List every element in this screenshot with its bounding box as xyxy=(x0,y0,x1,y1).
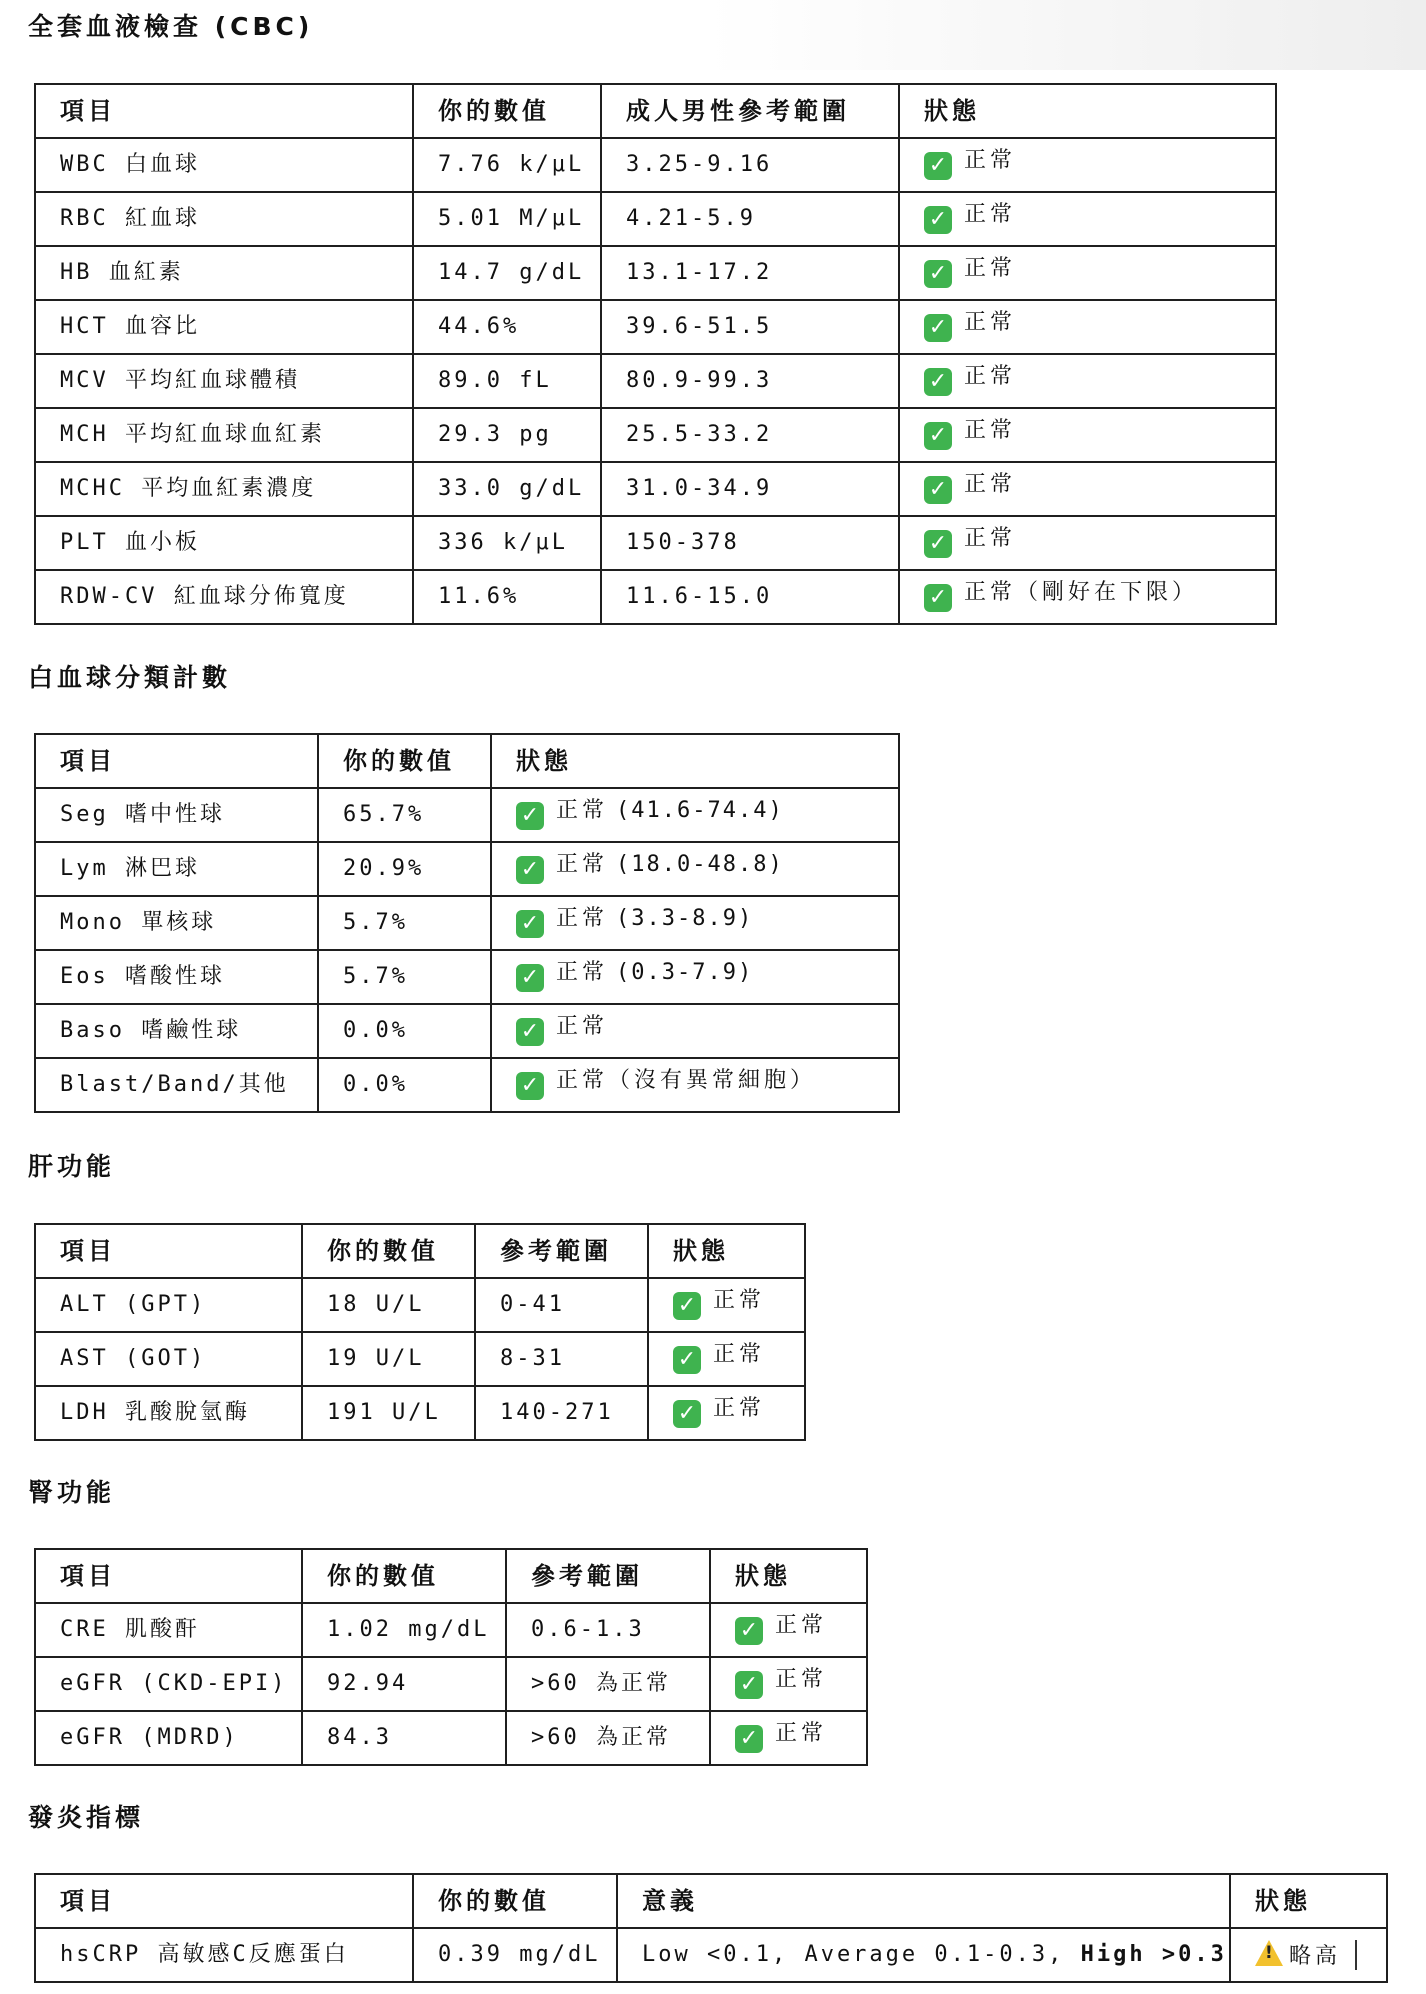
reference-note: (41.6-74.4) xyxy=(616,798,784,823)
range-cell: 0-41 xyxy=(475,1278,648,1332)
kidney-table xyxy=(34,1548,868,1766)
range-cell: 11.6-15.0 xyxy=(601,570,899,624)
item-cell: PLT 血小板 xyxy=(35,516,413,570)
wbc-diff-section-title: 白血球分類計數 xyxy=(28,663,232,692)
check-mark-icon: ✓ xyxy=(924,260,952,288)
value-cell: 29.3 pg xyxy=(413,408,601,462)
item-cell: LDH 乳酸脫氫酶 xyxy=(35,1386,302,1440)
column-header-status: 狀態 xyxy=(899,84,1276,138)
check-mark-icon: ✓ xyxy=(516,856,544,884)
item-cell: CRE 肌酸酐 xyxy=(35,1603,302,1657)
value-cell: 20.9% xyxy=(318,842,491,896)
table-row xyxy=(35,1928,1387,1982)
wbc-diff-table xyxy=(34,733,900,1113)
value-cell: 65.7% xyxy=(318,788,491,842)
table-row xyxy=(35,842,899,896)
status-text: 正常（沒有異常細胞） xyxy=(556,1068,817,1093)
column-header-status: 狀態 xyxy=(710,1549,867,1603)
table-header-row xyxy=(35,1874,1387,1928)
range-cell: 8-31 xyxy=(475,1332,648,1386)
status-text: 正常 xyxy=(556,1014,609,1039)
value-cell: 84.3 xyxy=(302,1711,506,1765)
status-cell xyxy=(648,1386,805,1440)
table-row xyxy=(35,570,1276,624)
value-cell: 0.0% xyxy=(318,1058,491,1112)
check-mark-icon: ✓ xyxy=(735,1725,763,1753)
item-cell: HCT 血容比 xyxy=(35,300,413,354)
table-row xyxy=(35,192,1276,246)
status-text: 正常 xyxy=(775,1721,828,1746)
table-row xyxy=(35,950,899,1004)
table-header-row xyxy=(35,84,1276,138)
item-cell: Baso 嗜鹼性球 xyxy=(35,1004,318,1058)
table-header-row xyxy=(35,734,899,788)
value-cell: 0.0% xyxy=(318,1004,491,1058)
check-mark-icon: ✓ xyxy=(673,1346,701,1374)
range-cell: 31.0-34.9 xyxy=(601,462,899,516)
value-cell: 1.02 mg/dL xyxy=(302,1603,506,1657)
column-header-range: 參考範圍 xyxy=(475,1224,648,1278)
column-header-item: 項目 xyxy=(35,84,413,138)
value-cell: 92.94 xyxy=(302,1657,506,1711)
table-row xyxy=(35,354,1276,408)
status-cell xyxy=(648,1332,805,1386)
check-mark-icon: ✓ xyxy=(924,206,952,234)
status-cell xyxy=(899,354,1276,408)
value-cell: 18 U/L xyxy=(302,1278,475,1332)
table-row xyxy=(35,408,1276,462)
value-cell: 0.39 mg/dL xyxy=(413,1928,617,1982)
value-cell: 7.76 k/μL xyxy=(413,138,601,192)
inflammation-table xyxy=(34,1873,1388,1983)
column-header-value: 你的數值 xyxy=(413,84,601,138)
range-cell: 13.1-17.2 xyxy=(601,246,899,300)
status-text: 正常 xyxy=(964,202,1017,227)
status-cell xyxy=(710,1603,867,1657)
check-mark-icon: ✓ xyxy=(516,910,544,938)
status-text: 正常 xyxy=(964,148,1017,173)
table-row xyxy=(35,1386,805,1440)
check-mark-icon: ✓ xyxy=(673,1400,701,1428)
status-text: 正常 xyxy=(556,798,609,823)
status-cell xyxy=(710,1711,867,1765)
table-row xyxy=(35,896,899,950)
value-cell: 5.01 M/μL xyxy=(413,192,601,246)
table-row xyxy=(35,1657,867,1711)
value-cell: 11.6% xyxy=(413,570,601,624)
status-text: 正常 xyxy=(556,960,609,985)
value-cell: 14.7 g/dL xyxy=(413,246,601,300)
item-cell: WBC 白血球 xyxy=(35,138,413,192)
check-mark-icon: ✓ xyxy=(516,964,544,992)
value-cell: 89.0 fL xyxy=(413,354,601,408)
item-cell: Lym 淋巴球 xyxy=(35,842,318,896)
range-cell: 4.21-5.9 xyxy=(601,192,899,246)
status-cell xyxy=(491,842,899,896)
liver-table xyxy=(34,1223,806,1441)
status-cell xyxy=(899,516,1276,570)
column-header-value: 你的數值 xyxy=(302,1549,506,1603)
check-mark-icon: ✓ xyxy=(516,1072,544,1100)
cbc-table xyxy=(34,83,1277,625)
column-header-item: 項目 xyxy=(35,734,318,788)
column-header-value: 你的數值 xyxy=(302,1224,475,1278)
status-cell xyxy=(491,1058,899,1112)
table-row xyxy=(35,300,1276,354)
check-mark-icon: ✓ xyxy=(735,1671,763,1699)
status-cell xyxy=(648,1278,805,1332)
status-text: 正常 xyxy=(964,472,1017,497)
check-mark-icon: ✓ xyxy=(516,802,544,830)
status-text: 正常 xyxy=(556,906,609,931)
item-cell: Blast/Band/其他 xyxy=(35,1058,318,1112)
table-row xyxy=(35,516,1276,570)
value-cell: 5.7% xyxy=(318,896,491,950)
table-row xyxy=(35,1711,867,1765)
reference-note: (18.0-48.8) xyxy=(616,852,784,877)
column-header-item: 項目 xyxy=(35,1874,413,1928)
column-header-item: 項目 xyxy=(35,1224,302,1278)
status-text: 正常（剛好在下限） xyxy=(964,580,1199,605)
value-cell: 191 U/L xyxy=(302,1386,475,1440)
item-cell: Mono 單核球 xyxy=(35,896,318,950)
check-mark-icon: ✓ xyxy=(735,1617,763,1645)
item-cell: MCV 平均紅血球體積 xyxy=(35,354,413,408)
text-cursor xyxy=(1355,1940,1357,1970)
meaning-cell xyxy=(617,1928,1230,1982)
table-header-row xyxy=(35,1549,867,1603)
value-cell: 33.0 g/dL xyxy=(413,462,601,516)
item-cell: ALT (GPT) xyxy=(35,1278,302,1332)
item-cell: HB 血紅素 xyxy=(35,246,413,300)
status-cell xyxy=(899,408,1276,462)
item-cell: AST (GOT) xyxy=(35,1332,302,1386)
item-cell: hsCRP 高敏感C反應蛋白 xyxy=(35,1928,413,1982)
status-text: 略高 xyxy=(1289,1944,1342,1969)
status-cell xyxy=(899,138,1276,192)
meaning-text: Low <0.1, Average 0.1-0.3, xyxy=(642,1942,1081,1967)
range-cell: 25.5-33.2 xyxy=(601,408,899,462)
item-cell: MCH 平均紅血球血紅素 xyxy=(35,408,413,462)
column-header-range: 成人男性參考範圍 xyxy=(601,84,899,138)
cbc-section-title: 全套血液檢查 (CBC) xyxy=(28,12,314,41)
meaning-high-text: High >0.3 xyxy=(1080,1942,1227,1967)
table-header-row xyxy=(35,1224,805,1278)
range-cell: 39.6-51.5 xyxy=(601,300,899,354)
table-row xyxy=(35,462,1276,516)
warning-sign-icon xyxy=(1255,1940,1283,1966)
range-cell: 140-271 xyxy=(475,1386,648,1440)
item-cell: eGFR (CKD-EPI) xyxy=(35,1657,302,1711)
status-cell xyxy=(491,896,899,950)
status-cell xyxy=(899,300,1276,354)
check-mark-icon: ✓ xyxy=(924,584,952,612)
item-cell: RDW-CV 紅血球分佈寬度 xyxy=(35,570,413,624)
check-mark-icon: ✓ xyxy=(924,368,952,396)
range-cell: 3.25-9.16 xyxy=(601,138,899,192)
table-row xyxy=(35,138,1276,192)
table-row xyxy=(35,246,1276,300)
value-cell: 19 U/L xyxy=(302,1332,475,1386)
status-cell xyxy=(899,570,1276,624)
status-text: 正常 xyxy=(556,852,609,877)
status-cell xyxy=(1230,1928,1387,1982)
reference-note: (0.3-7.9) xyxy=(616,960,754,985)
status-text: 正常 xyxy=(775,1613,828,1638)
status-cell xyxy=(491,788,899,842)
status-text: 正常 xyxy=(964,418,1017,443)
check-mark-icon: ✓ xyxy=(924,530,952,558)
item-cell: RBC 紅血球 xyxy=(35,192,413,246)
check-mark-icon: ✓ xyxy=(516,1018,544,1046)
status-text: 正常 xyxy=(713,1342,766,1367)
table-row xyxy=(35,1332,805,1386)
column-header-meaning: 意義 xyxy=(617,1874,1230,1928)
status-text: 正常 xyxy=(964,310,1017,335)
status-cell xyxy=(491,1004,899,1058)
reference-note: (3.3-8.9) xyxy=(616,906,754,931)
column-header-status: 狀態 xyxy=(1230,1874,1387,1928)
liver-section-title: 肝功能 xyxy=(28,1152,116,1181)
item-cell: Eos 嗜酸性球 xyxy=(35,950,318,1004)
check-mark-icon: ✓ xyxy=(673,1292,701,1320)
item-cell: eGFR (MDRD) xyxy=(35,1711,302,1765)
status-cell xyxy=(710,1657,867,1711)
value-cell: 5.7% xyxy=(318,950,491,1004)
status-text: 正常 xyxy=(713,1396,766,1421)
range-cell: >60 為正常 xyxy=(506,1657,710,1711)
check-mark-icon: ✓ xyxy=(924,422,952,450)
column-header-status: 狀態 xyxy=(491,734,899,788)
item-cell: MCHC 平均血紅素濃度 xyxy=(35,462,413,516)
check-mark-icon: ✓ xyxy=(924,314,952,342)
kidney-section-title: 腎功能 xyxy=(28,1478,116,1507)
status-cell xyxy=(899,462,1276,516)
check-mark-icon: ✓ xyxy=(924,152,952,180)
status-text: 正常 xyxy=(713,1288,766,1313)
table-row xyxy=(35,1058,899,1112)
item-cell: Seg 嗜中性球 xyxy=(35,788,318,842)
range-cell: 0.6-1.3 xyxy=(506,1603,710,1657)
column-header-item: 項目 xyxy=(35,1549,302,1603)
value-cell: 44.6% xyxy=(413,300,601,354)
status-cell xyxy=(899,192,1276,246)
inflammation-section-title: 發炎指標 xyxy=(28,1803,145,1832)
status-cell xyxy=(491,950,899,1004)
check-mark-icon: ✓ xyxy=(924,476,952,504)
status-text: 正常 xyxy=(964,256,1017,281)
status-text: 正常 xyxy=(775,1667,828,1692)
range-cell: >60 為正常 xyxy=(506,1711,710,1765)
range-cell: 80.9-99.3 xyxy=(601,354,899,408)
status-text: 正常 xyxy=(964,364,1017,389)
status-cell xyxy=(899,246,1276,300)
range-cell: 150-378 xyxy=(601,516,899,570)
column-header-value: 你的數值 xyxy=(413,1874,617,1928)
table-row xyxy=(35,1603,867,1657)
table-row xyxy=(35,1278,805,1332)
column-header-value: 你的數值 xyxy=(318,734,491,788)
status-text: 正常 xyxy=(964,526,1017,551)
table-row xyxy=(35,788,899,842)
column-header-range: 參考範圍 xyxy=(506,1549,710,1603)
table-row xyxy=(35,1004,899,1058)
value-cell: 336 k/μL xyxy=(413,516,601,570)
column-header-status: 狀態 xyxy=(648,1224,805,1278)
